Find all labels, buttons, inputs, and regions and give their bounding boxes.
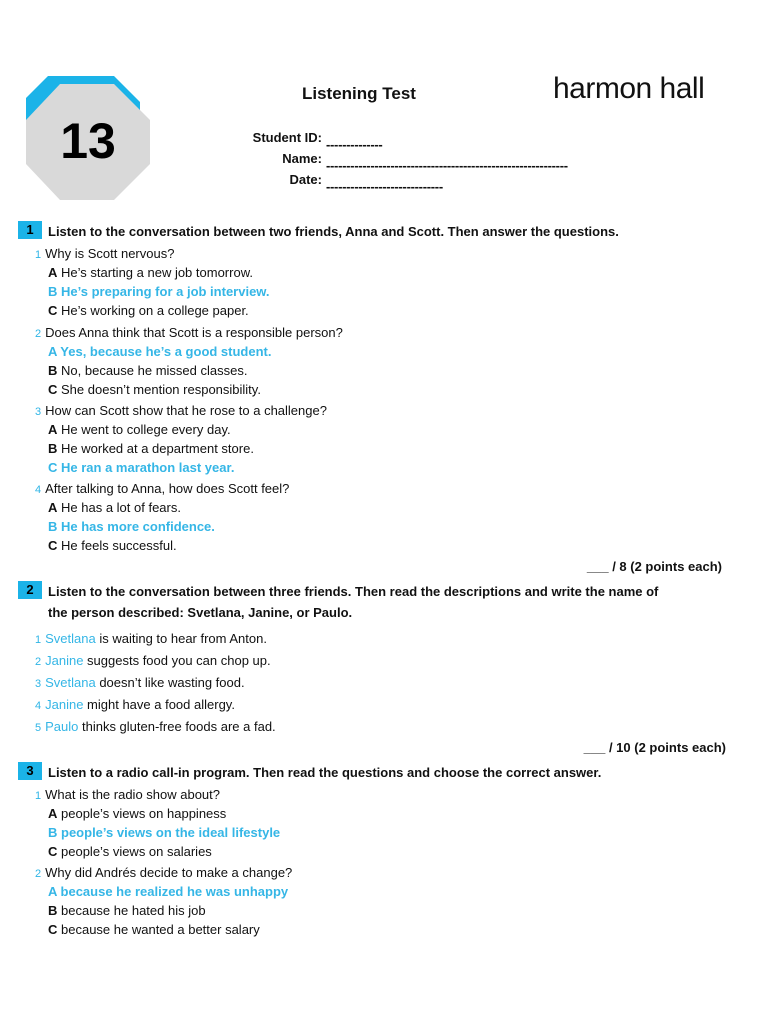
option-letter: A bbox=[48, 344, 57, 359]
option bbox=[48, 498, 181, 517]
option-letter: C bbox=[48, 303, 58, 318]
option-text: He’s working on a college paper. bbox=[61, 303, 249, 318]
option-letter: C bbox=[48, 844, 58, 859]
option bbox=[48, 420, 231, 439]
option-letter: C bbox=[48, 460, 58, 475]
option-correct bbox=[48, 823, 280, 842]
answer-name: Svetlana bbox=[45, 631, 96, 646]
section-number: 2 bbox=[18, 581, 42, 599]
option bbox=[48, 804, 226, 823]
item-number: 3 bbox=[35, 678, 42, 690]
option bbox=[48, 842, 212, 861]
question-number: 2 bbox=[35, 328, 42, 340]
item-text: doesn’t like wasting food. bbox=[95, 675, 245, 690]
option-text: No, because he missed classes. bbox=[61, 363, 248, 378]
question-number: 1 bbox=[35, 790, 42, 802]
section-instruction: Listen to the conversation between two friends, Anna and Scott. Then answer the questions. bbox=[48, 224, 619, 239]
section-1-score: ___ / 8 (2 points each) bbox=[586, 559, 722, 574]
item-text: is waiting to hear from Anton. bbox=[95, 631, 267, 646]
option-correct bbox=[48, 282, 270, 301]
question bbox=[35, 863, 292, 884]
item-number: 2 bbox=[35, 656, 42, 668]
question-text: What is the radio show about? bbox=[45, 787, 221, 802]
brand-logo: harmon hall bbox=[553, 72, 705, 105]
item-number: 5 bbox=[35, 722, 42, 734]
question-text: Why is Scott nervous? bbox=[45, 246, 175, 261]
option bbox=[48, 439, 254, 458]
question-number: 4 bbox=[35, 484, 42, 496]
option-text: She doesn’t mention responsibility. bbox=[61, 382, 261, 397]
date-line[interactable]: ----------------------------- bbox=[326, 179, 443, 194]
list-item bbox=[35, 673, 245, 694]
option-letter: B bbox=[48, 519, 58, 534]
option bbox=[48, 901, 206, 920]
option bbox=[48, 380, 261, 399]
name-label: Name: bbox=[282, 151, 322, 166]
option-text: because he hated his job bbox=[61, 903, 206, 918]
option-text: people’s views on happiness bbox=[61, 806, 227, 821]
question-number: 3 bbox=[35, 406, 42, 418]
option-text: people’s views on the ideal lifestyle bbox=[61, 825, 281, 840]
option-letter: A bbox=[48, 500, 58, 515]
lesson-number-badge bbox=[22, 72, 152, 202]
option-text: He has a lot of fears. bbox=[61, 500, 181, 515]
question bbox=[35, 244, 174, 265]
option-letter: C bbox=[48, 538, 58, 553]
option bbox=[48, 536, 177, 555]
question-number: 1 bbox=[35, 249, 42, 261]
question-text: Does Anna think that Scott is a responsible person? bbox=[45, 325, 343, 340]
question bbox=[35, 401, 327, 422]
list-item bbox=[35, 695, 235, 716]
option-text: He ran a marathon last year. bbox=[61, 460, 235, 475]
option-letter: A bbox=[48, 806, 58, 821]
question-number: 2 bbox=[35, 868, 42, 880]
student-id-label: Student ID: bbox=[252, 130, 322, 145]
question-text: Why did Andrés decide to make a change? bbox=[45, 865, 293, 880]
option-correct bbox=[48, 517, 215, 536]
option-text: He’s preparing for a job interview. bbox=[61, 284, 270, 299]
option-letter: A bbox=[48, 884, 57, 899]
list-item bbox=[35, 651, 271, 672]
option-letter: C bbox=[48, 382, 58, 397]
option bbox=[48, 920, 260, 939]
option bbox=[48, 361, 247, 380]
item-text: thinks gluten-free foods are a fad. bbox=[78, 719, 276, 734]
list-item bbox=[35, 717, 276, 738]
option-text: He feels successful. bbox=[61, 538, 177, 553]
answer-name: Janine bbox=[45, 697, 84, 712]
option bbox=[48, 301, 249, 320]
option-text: He worked at a department store. bbox=[61, 441, 254, 456]
option-letter: C bbox=[48, 922, 58, 937]
option-text: He went to college every day. bbox=[61, 422, 231, 437]
section-instruction-line-2: the person described: Svetlana, Janine, or Paulo. bbox=[48, 605, 353, 620]
option-text: He’s starting a new job tomorrow. bbox=[61, 265, 253, 280]
student-id-line[interactable]: -------------- bbox=[326, 137, 383, 152]
option-correct bbox=[48, 342, 272, 361]
option-text: Yes, because he’s a good student. bbox=[60, 344, 272, 359]
option-correct bbox=[48, 882, 288, 901]
question-text: After talking to Anna, how does Scott feel? bbox=[45, 481, 290, 496]
option-text: because he realized he was unhappy bbox=[60, 884, 289, 899]
option-correct bbox=[48, 458, 234, 477]
item-number: 1 bbox=[35, 634, 42, 646]
list-item bbox=[35, 629, 267, 650]
name-line[interactable]: ------------------------------------------------------------ bbox=[326, 158, 568, 173]
item-text: might have a food allergy. bbox=[83, 697, 235, 712]
section-number: 1 bbox=[18, 221, 42, 239]
question bbox=[35, 323, 343, 344]
question-text: How can Scott show that he rose to a challenge? bbox=[45, 403, 327, 418]
option-text: He has more confidence. bbox=[61, 519, 215, 534]
answer-name: Paulo bbox=[45, 719, 79, 734]
section-number: 3 bbox=[18, 762, 42, 780]
option-letter: B bbox=[48, 825, 58, 840]
option-letter: B bbox=[48, 284, 58, 299]
option-text: because he wanted a better salary bbox=[61, 922, 260, 937]
badge-number: 13 bbox=[60, 113, 116, 169]
item-number: 4 bbox=[35, 700, 42, 712]
item-text: suggests food you can chop up. bbox=[83, 653, 271, 668]
section-2-score: ___ / 10 (2 points each) bbox=[583, 740, 726, 755]
option bbox=[48, 263, 253, 282]
question bbox=[35, 785, 220, 806]
section-instruction: Listen to a radio call-in program. Then read the questions and choose the correct answer. bbox=[48, 765, 602, 780]
option-text: people’s views on salaries bbox=[61, 844, 212, 859]
option-letter: A bbox=[48, 265, 58, 280]
date-label: Date: bbox=[289, 172, 322, 187]
answer-name: Janine bbox=[45, 653, 84, 668]
option-letter: B bbox=[48, 441, 58, 456]
page-title: Listening Test bbox=[302, 84, 416, 103]
answer-name: Svetlana bbox=[45, 675, 96, 690]
question bbox=[35, 479, 289, 500]
option-letter: A bbox=[48, 422, 58, 437]
section-instruction-line-1: Listen to the conversation between three friends. Then read the descriptions and write the name of bbox=[48, 584, 659, 599]
option-letter: B bbox=[48, 903, 58, 918]
option-letter: B bbox=[48, 363, 58, 378]
